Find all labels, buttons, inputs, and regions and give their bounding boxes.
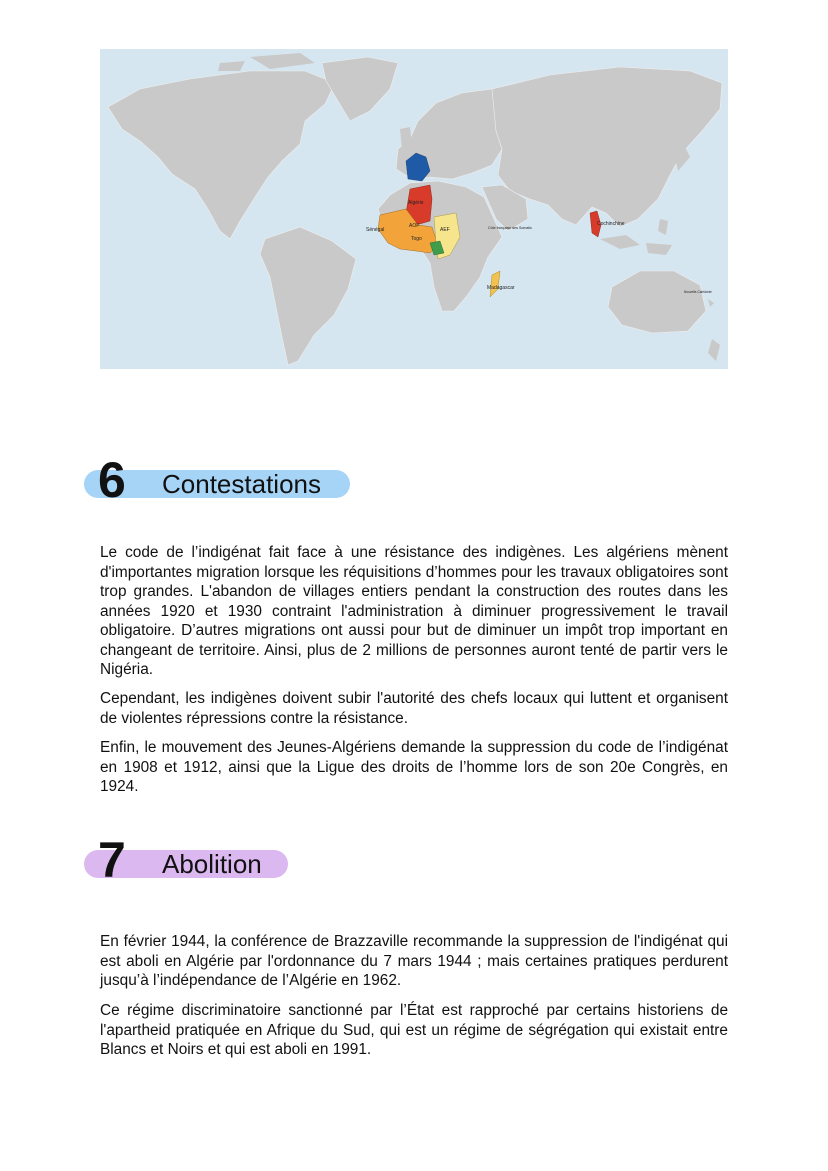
map-label-cote-somalis: Côte française des Somalis [488,226,532,230]
section-6-paragraph-1: Le code de l’indigénat fait face à une résistance des indigènes. Les algériens mènent d'importantes migration lorsque les réquisitions d’hommes pour les travaux obligatoires sont trop grandes. L'abandon de villages entiers pendant la construction des routes dans les années 1920 et 1930 contraint l'administration à diminuer progressivement le travail obligatoire. D’autres migrations ont aussi pour but de diminuer un impôt trop important en changeant de territoire. Ainsi, plus de 2 millions de personnes auront tenté de partir vers le Nigéria. [100,544,728,678]
section-7-paragraph-1: En février 1944, la conférence de Brazzaville recommande la suppression de l'indigénat qui est aboli en Algérie par l'ordonnance du 7 mars 1944 ; mais certaines pratiques perdurent jusqu’à l’indépendance de l’Algérie en 1962. [100,933,728,989]
map-label-aef: AEF [440,227,450,233]
colonial-world-map [100,49,728,369]
map-label-togo: Togo [411,236,422,242]
section-6-paragraph-2: Cependant, les indigènes doivent subir l'autorité des chefs locaux qui luttent et organisent de violentes répressions contre la résistance. [100,690,728,727]
map-label-madagascar: Madagascar [487,285,515,291]
section-7-heading [84,832,294,888]
map-label-senegal: Sénégal [366,227,385,233]
section-6-heading [84,452,354,508]
map-label-caledonie: Nouvelle-Calédonie [684,290,712,294]
section-6-number: 6 [98,452,126,508]
section-7-title: Abolition [162,849,262,879]
world-map-svg [100,49,728,369]
section-6-title: Contestations [162,469,321,499]
map-label-algerie: Algérie [408,200,424,206]
map-label-cochinchine: Cochinchine [597,221,625,227]
british-isles [400,127,412,149]
section-6-paragraph-3: Enfin, le mouvement des Jeunes-Algériens demande la suppression du code de l’indigénat en 1908 et 1912, ainsi que la Ligue des droits de l’homme lors de son 20e Congrès, en 1924. [100,739,728,795]
map-label-aof: AOF [409,223,420,229]
section-7-number: 7 [98,832,126,888]
section-7-paragraph-2: Ce régime discriminatoire sanctionné par l’État est rapproché par certains historiens de l'apartheid pratiquée en Afrique du Sud, qui est un régime de ségrégation qui existait entre Blancs et Noirs et qui est aboli en 1991. [100,1002,728,1058]
